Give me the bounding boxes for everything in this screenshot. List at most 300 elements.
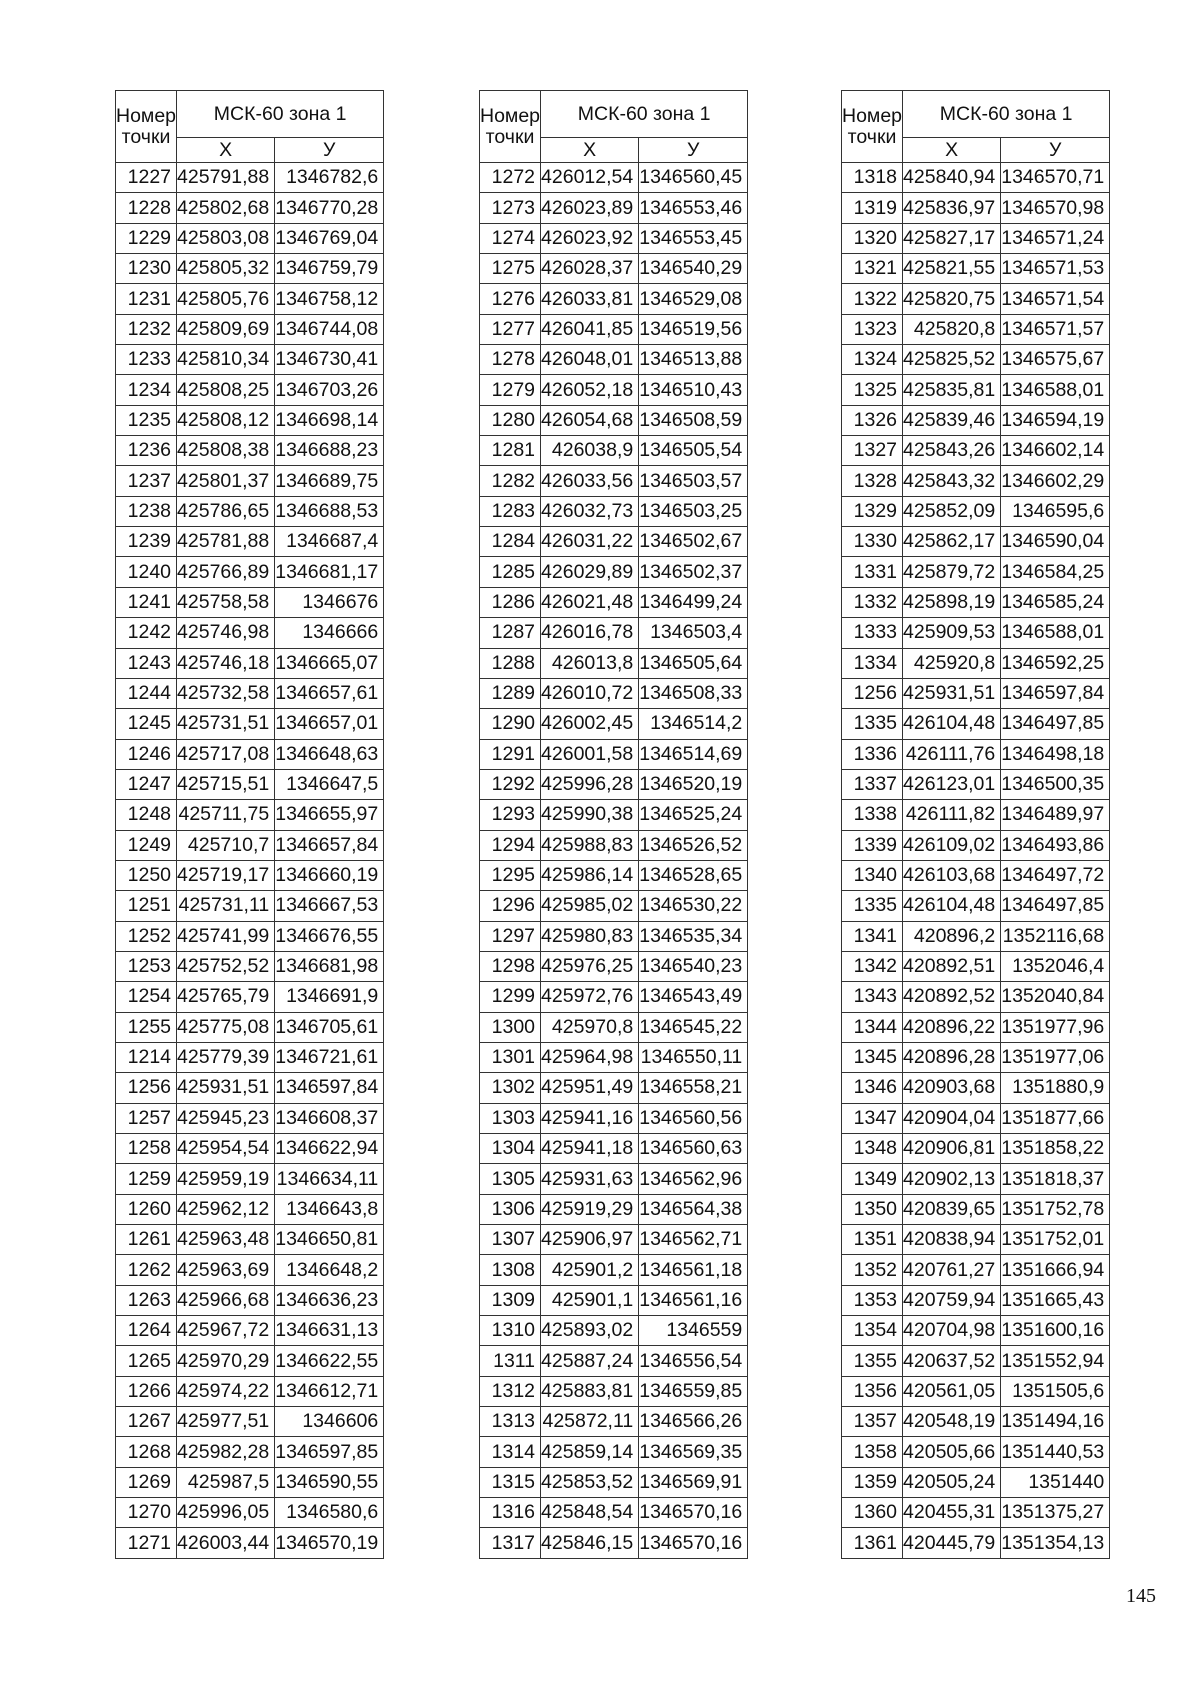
x-coordinate-cell: 425803,08 [177, 223, 275, 253]
table-row [842, 557, 1110, 587]
point-number-cell: 1360 [842, 1498, 903, 1528]
table-row [116, 678, 384, 708]
y-coordinate-cell: 1346606 [275, 1407, 384, 1437]
y-coordinate-cell: 1346519,56 [639, 314, 748, 344]
x-coordinate-cell: 425732,58 [177, 678, 275, 708]
point-number-cell: 1272 [480, 163, 541, 193]
y-coordinate-cell: 1346550,11 [639, 1042, 748, 1072]
point-number-cell: 1322 [842, 284, 903, 314]
point-number-cell: 1328 [842, 466, 903, 496]
table-row [480, 254, 748, 284]
x-coordinate-cell: 425843,32 [903, 466, 1001, 496]
point-number-cell: 1337 [842, 769, 903, 799]
table-row [480, 769, 748, 799]
table-row [842, 1134, 1110, 1164]
x-coordinate-cell: 420838,94 [903, 1225, 1001, 1255]
y-coordinate-cell: 1346612,71 [275, 1376, 384, 1406]
point-number-cell: 1297 [480, 921, 541, 951]
point-number-cell: 1314 [480, 1437, 541, 1467]
x-coordinate-cell: 425805,32 [177, 254, 275, 284]
point-number-cell: 1340 [842, 860, 903, 890]
point-number-cell: 1356 [842, 1376, 903, 1406]
table-row [480, 557, 748, 587]
point-number-cell: 1261 [116, 1225, 177, 1255]
y-coordinate-cell: 1352046,4 [1001, 951, 1110, 981]
y-coordinate-cell: 1346759,79 [275, 254, 384, 284]
table-row [116, 314, 384, 344]
x-coordinate-cell: 420892,52 [903, 982, 1001, 1012]
point-number-cell: 1251 [116, 891, 177, 921]
x-coordinate-cell: 425906,97 [541, 1225, 639, 1255]
point-number-cell: 1273 [480, 193, 541, 223]
x-coordinate-cell: 425848,54 [541, 1498, 639, 1528]
table-row [842, 496, 1110, 526]
x-coordinate-cell: 425941,16 [541, 1103, 639, 1133]
point-number-cell: 1260 [116, 1194, 177, 1224]
point-number-cell: 1352 [842, 1255, 903, 1285]
point-number-cell: 1277 [480, 314, 541, 344]
x-coordinate-cell: 426003,44 [177, 1528, 275, 1558]
table-row [480, 1103, 748, 1133]
x-coordinate-cell: 425898,19 [903, 587, 1001, 617]
point-number-cell: 1232 [116, 314, 177, 344]
table-row [842, 375, 1110, 405]
table-row [480, 860, 748, 890]
x-coordinate-cell: 425893,02 [541, 1316, 639, 1346]
point-number-cell: 1319 [842, 193, 903, 223]
x-coordinate-cell: 425883,81 [541, 1376, 639, 1406]
point-number-cell: 1281 [480, 436, 541, 466]
table-row [116, 284, 384, 314]
table-row [116, 1346, 384, 1376]
y-coordinate-cell: 1346643,8 [275, 1194, 384, 1224]
x-coordinate-cell: 425901,2 [541, 1255, 639, 1285]
coordinate-system-header: МСК-60 зона 1 [903, 91, 1110, 138]
point-number-cell: 1336 [842, 739, 903, 769]
x-coordinate-cell: 425827,17 [903, 223, 1001, 253]
y-coordinate-cell: 1346622,55 [275, 1346, 384, 1376]
table-row [842, 527, 1110, 557]
table-row [842, 1467, 1110, 1497]
table-row [842, 1103, 1110, 1133]
y-coordinate-cell: 1346594,19 [1001, 405, 1110, 435]
table-row [842, 314, 1110, 344]
table-row [116, 618, 384, 648]
point-number-cell: 1249 [116, 830, 177, 860]
point-number-cell: 1331 [842, 557, 903, 587]
y-coordinate-cell: 1346730,41 [275, 345, 384, 375]
point-number-header: Номер точки [842, 91, 903, 163]
table-row [480, 193, 748, 223]
table-row [842, 587, 1110, 617]
table-row [116, 436, 384, 466]
point-number-cell: 1275 [480, 254, 541, 284]
y-coordinate-cell: 1351375,27 [1001, 1498, 1110, 1528]
x-coordinate-cell: 425963,69 [177, 1255, 275, 1285]
point-number-cell: 1239 [116, 527, 177, 557]
table-row [116, 254, 384, 284]
y-coordinate-cell: 1346502,67 [639, 527, 748, 557]
y-coordinate-cell: 1346502,37 [639, 557, 748, 587]
table-row [480, 496, 748, 526]
table-row [116, 193, 384, 223]
y-coordinate-cell: 1346691,9 [275, 982, 384, 1012]
y-coordinate-cell: 1351752,78 [1001, 1194, 1110, 1224]
point-number-cell: 1306 [480, 1194, 541, 1224]
point-number-cell: 1321 [842, 254, 903, 284]
table-row [480, 1285, 748, 1315]
point-number-cell: 1286 [480, 587, 541, 617]
y-coordinate-cell: 1346571,57 [1001, 314, 1110, 344]
y-coordinate-cell: 1346545,22 [639, 1012, 748, 1042]
point-number-cell: 1325 [842, 375, 903, 405]
y-coordinate-cell: 1346758,12 [275, 284, 384, 314]
y-coordinate-cell: 1346782,6 [275, 163, 384, 193]
table-row [842, 1194, 1110, 1224]
point-number-cell: 1265 [116, 1346, 177, 1376]
x-coordinate-cell: 420896,28 [903, 1042, 1001, 1072]
y-coordinate-cell: 1351752,01 [1001, 1225, 1110, 1255]
x-coordinate-cell: 425976,25 [541, 951, 639, 981]
table-row [842, 1073, 1110, 1103]
y-coordinate-cell: 1351600,16 [1001, 1316, 1110, 1346]
table-row [480, 223, 748, 253]
y-coordinate-cell: 1346570,16 [639, 1528, 748, 1558]
table-row [480, 1346, 748, 1376]
point-number-cell: 1253 [116, 951, 177, 981]
y-coordinate-cell: 1346558,21 [639, 1073, 748, 1103]
y-coordinate-cell: 1351354,13 [1001, 1528, 1110, 1558]
y-coordinate-cell: 1346526,52 [639, 830, 748, 860]
y-coordinate-cell: 1346588,01 [1001, 375, 1110, 405]
table-row [116, 1285, 384, 1315]
point-number-cell: 1252 [116, 921, 177, 951]
x-coordinate-cell: 425862,17 [903, 527, 1001, 557]
x-coordinate-cell: 425786,65 [177, 496, 275, 526]
table-row [116, 951, 384, 981]
table-row [842, 860, 1110, 890]
x-coordinate-cell: 426032,73 [541, 496, 639, 526]
y-coordinate-cell: 1346597,84 [1001, 678, 1110, 708]
point-number-cell: 1258 [116, 1134, 177, 1164]
x-coordinate-cell: 426023,92 [541, 223, 639, 253]
table-row [116, 648, 384, 678]
x-coordinate-cell: 426111,76 [903, 739, 1001, 769]
table-row [842, 1012, 1110, 1042]
x-coordinate-cell: 425954,54 [177, 1134, 275, 1164]
x-coordinate-cell: 425805,76 [177, 284, 275, 314]
y-coordinate-cell: 1346665,07 [275, 648, 384, 678]
point-number-cell: 1324 [842, 345, 903, 375]
y-coordinate-cell: 1346721,61 [275, 1042, 384, 1072]
table-row [480, 1134, 748, 1164]
point-number-cell: 1231 [116, 284, 177, 314]
x-coordinate-cell: 420761,27 [903, 1255, 1001, 1285]
table-row [842, 405, 1110, 435]
y-coordinate-cell: 1346602,29 [1001, 466, 1110, 496]
table-row [480, 1376, 748, 1406]
y-coordinate-cell: 1346530,22 [639, 891, 748, 921]
table-row [842, 1285, 1110, 1315]
x-coordinate-cell: 420455,31 [903, 1498, 1001, 1528]
x-column-header: Х [541, 138, 639, 163]
y-coordinate-cell: 1346553,45 [639, 223, 748, 253]
x-coordinate-cell: 425715,51 [177, 769, 275, 799]
point-number-cell: 1214 [116, 1042, 177, 1072]
x-coordinate-cell: 425821,55 [903, 254, 1001, 284]
point-number-cell: 1323 [842, 314, 903, 344]
x-coordinate-cell: 425879,72 [903, 557, 1001, 587]
y-coordinate-cell: 1346681,98 [275, 951, 384, 981]
point-number-cell: 1342 [842, 951, 903, 981]
point-number-cell: 1257 [116, 1103, 177, 1133]
point-number-cell: 1355 [842, 1346, 903, 1376]
table-row [116, 800, 384, 830]
x-coordinate-cell: 420896,22 [903, 1012, 1001, 1042]
point-number-cell: 1240 [116, 557, 177, 587]
point-number-cell: 1235 [116, 405, 177, 435]
x-coordinate-cell: 425731,51 [177, 709, 275, 739]
x-coordinate-cell: 420704,98 [903, 1316, 1001, 1346]
x-coordinate-cell: 425982,28 [177, 1437, 275, 1467]
table-row [116, 1225, 384, 1255]
point-number-cell: 1335 [842, 709, 903, 739]
y-coordinate-cell: 1346597,85 [275, 1437, 384, 1467]
y-coordinate-cell: 1346559 [639, 1316, 748, 1346]
point-number-cell: 1332 [842, 587, 903, 617]
point-number-cell: 1302 [480, 1073, 541, 1103]
point-number-cell: 1329 [842, 496, 903, 526]
table-row [116, 1012, 384, 1042]
x-coordinate-cell: 426041,85 [541, 314, 639, 344]
y-coordinate-cell: 1346499,24 [639, 587, 748, 617]
y-coordinate-cell: 1351440,53 [1001, 1437, 1110, 1467]
point-number-cell: 1245 [116, 709, 177, 739]
table-row [480, 375, 748, 405]
x-coordinate-cell: 425959,19 [177, 1164, 275, 1194]
y-coordinate-cell: 1346564,38 [639, 1194, 748, 1224]
point-number-cell: 1247 [116, 769, 177, 799]
point-number-cell: 1237 [116, 466, 177, 496]
x-coordinate-cell: 425765,79 [177, 982, 275, 1012]
x-coordinate-cell: 425919,29 [541, 1194, 639, 1224]
point-number-cell: 1255 [116, 1012, 177, 1042]
point-number-cell: 1307 [480, 1225, 541, 1255]
x-coordinate-cell: 425810,34 [177, 345, 275, 375]
table-row [480, 163, 748, 193]
x-coordinate-cell: 425808,12 [177, 405, 275, 435]
x-coordinate-cell: 426104,48 [903, 709, 1001, 739]
point-number-cell: 1351 [842, 1225, 903, 1255]
x-coordinate-cell: 425741,99 [177, 921, 275, 951]
table-row [480, 891, 748, 921]
point-number-cell: 1270 [116, 1498, 177, 1528]
x-coordinate-cell: 420906,81 [903, 1134, 1001, 1164]
x-coordinate-cell: 426016,78 [541, 618, 639, 648]
y-coordinate-cell: 1346744,08 [275, 314, 384, 344]
x-coordinate-cell: 425840,94 [903, 163, 1001, 193]
x-coordinate-cell: 425967,72 [177, 1316, 275, 1346]
table-row [842, 800, 1110, 830]
point-number-cell: 1250 [116, 860, 177, 890]
point-number-cell: 1320 [842, 223, 903, 253]
x-coordinate-cell: 420904,04 [903, 1103, 1001, 1133]
y-coordinate-cell: 1346569,91 [639, 1467, 748, 1497]
y-coordinate-cell: 1352040,84 [1001, 982, 1110, 1012]
y-coordinate-cell: 1346498,18 [1001, 739, 1110, 769]
y-coordinate-cell: 1351880,9 [1001, 1073, 1110, 1103]
coordinate-system-header: МСК-60 зона 1 [177, 91, 384, 138]
point-number-cell: 1282 [480, 466, 541, 496]
point-number-cell: 1248 [116, 800, 177, 830]
x-coordinate-cell: 425719,17 [177, 860, 275, 890]
y-coordinate-cell: 1346590,04 [1001, 527, 1110, 557]
point-number-cell: 1289 [480, 678, 541, 708]
table-row [480, 830, 748, 860]
y-coordinate-cell: 1346497,85 [1001, 891, 1110, 921]
coordinate-table-2 [479, 90, 748, 1559]
x-coordinate-cell: 426048,01 [541, 345, 639, 375]
point-number-cell: 1259 [116, 1164, 177, 1194]
y-coordinate-cell: 1346636,23 [275, 1285, 384, 1315]
x-coordinate-cell: 425977,51 [177, 1407, 275, 1437]
table-row [842, 1528, 1110, 1558]
table-row [116, 982, 384, 1012]
y-coordinate-cell: 1351858,22 [1001, 1134, 1110, 1164]
table-row [116, 1316, 384, 1346]
y-coordinate-cell: 1346571,53 [1001, 254, 1110, 284]
coordinate-system-header: МСК-60 зона 1 [541, 91, 748, 138]
x-coordinate-cell: 426023,89 [541, 193, 639, 223]
y-coordinate-cell: 1351552,94 [1001, 1346, 1110, 1376]
point-number-cell: 1256 [842, 678, 903, 708]
point-number-cell: 1256 [116, 1073, 177, 1103]
table-row [116, 163, 384, 193]
table-row [842, 1498, 1110, 1528]
point-number-cell: 1299 [480, 982, 541, 1012]
point-number-cell: 1290 [480, 709, 541, 739]
table-row [842, 739, 1110, 769]
point-number-cell: 1291 [480, 739, 541, 769]
x-coordinate-cell: 425931,63 [541, 1164, 639, 1194]
point-number-cell: 1338 [842, 800, 903, 830]
point-number-cell: 1333 [842, 618, 903, 648]
x-coordinate-cell: 420637,52 [903, 1346, 1001, 1376]
table-row [480, 1407, 748, 1437]
point-number-cell: 1309 [480, 1285, 541, 1315]
point-number-cell: 1279 [480, 375, 541, 405]
y-coordinate-cell: 1346559,85 [639, 1376, 748, 1406]
y-coordinate-cell: 1346622,94 [275, 1134, 384, 1164]
x-coordinate-cell: 426104,48 [903, 891, 1001, 921]
x-coordinate-cell: 425775,08 [177, 1012, 275, 1042]
point-number-cell: 1242 [116, 618, 177, 648]
point-number-cell: 1283 [480, 496, 541, 526]
x-coordinate-cell: 425945,23 [177, 1103, 275, 1133]
x-coordinate-cell: 420505,66 [903, 1437, 1001, 1467]
point-number-cell: 1327 [842, 436, 903, 466]
table-row [116, 1042, 384, 1072]
y-coordinate-cell: 1346666 [275, 618, 384, 648]
point-number-cell: 1271 [116, 1528, 177, 1558]
point-number-cell: 1349 [842, 1164, 903, 1194]
x-coordinate-cell: 425966,68 [177, 1285, 275, 1315]
x-coordinate-cell: 426012,54 [541, 163, 639, 193]
point-number-header: Номер точки [480, 91, 541, 163]
y-coordinate-cell: 1346493,86 [1001, 830, 1110, 860]
y-coordinate-cell: 1346667,53 [275, 891, 384, 921]
table-row [842, 1407, 1110, 1437]
x-coordinate-cell: 425808,38 [177, 436, 275, 466]
table-row [116, 223, 384, 253]
y-column-header: У [1001, 138, 1110, 163]
x-coordinate-cell: 425802,68 [177, 193, 275, 223]
x-coordinate-cell: 425985,02 [541, 891, 639, 921]
point-number-cell: 1312 [480, 1376, 541, 1406]
x-coordinate-cell: 425996,28 [541, 769, 639, 799]
x-coordinate-cell: 425980,83 [541, 921, 639, 951]
table-row [480, 1012, 748, 1042]
point-number-cell: 1278 [480, 345, 541, 375]
point-number-cell: 1357 [842, 1407, 903, 1437]
point-number-cell: 1346 [842, 1073, 903, 1103]
y-coordinate-cell: 1346520,19 [639, 769, 748, 799]
table-row [480, 982, 748, 1012]
point-number-cell: 1308 [480, 1255, 541, 1285]
table-row [842, 1376, 1110, 1406]
y-coordinate-cell: 1346580,6 [275, 1498, 384, 1528]
point-number-cell: 1234 [116, 375, 177, 405]
x-coordinate-cell: 425835,81 [903, 375, 1001, 405]
x-coordinate-cell: 425839,46 [903, 405, 1001, 435]
table-row [116, 466, 384, 496]
x-coordinate-cell: 420759,94 [903, 1285, 1001, 1315]
table-row [116, 345, 384, 375]
x-coordinate-cell: 425887,24 [541, 1346, 639, 1376]
y-coordinate-cell: 1346602,14 [1001, 436, 1110, 466]
x-coordinate-cell: 426109,02 [903, 830, 1001, 860]
point-number-cell: 1304 [480, 1134, 541, 1164]
x-coordinate-cell: 425752,52 [177, 951, 275, 981]
x-coordinate-cell: 426123,01 [903, 769, 1001, 799]
y-coordinate-cell: 1346570,98 [1001, 193, 1110, 223]
x-column-header: Х [177, 138, 275, 163]
table-row [842, 709, 1110, 739]
point-number-cell: 1243 [116, 648, 177, 678]
y-coordinate-cell: 1351494,16 [1001, 1407, 1110, 1437]
y-coordinate-cell: 1346698,14 [275, 405, 384, 435]
y-coordinate-cell: 1346657,61 [275, 678, 384, 708]
x-coordinate-cell: 420445,79 [903, 1528, 1001, 1558]
table-row [480, 648, 748, 678]
x-coordinate-cell: 426013,8 [541, 648, 639, 678]
table-row [116, 557, 384, 587]
x-coordinate-cell: 420505,24 [903, 1467, 1001, 1497]
point-number-cell: 1305 [480, 1164, 541, 1194]
table-row [842, 678, 1110, 708]
page-number: 145 [1126, 1585, 1156, 1607]
table-row [480, 405, 748, 435]
point-number-cell: 1274 [480, 223, 541, 253]
point-number-cell: 1313 [480, 1407, 541, 1437]
table-row [116, 769, 384, 799]
x-coordinate-cell: 425972,76 [541, 982, 639, 1012]
x-coordinate-cell: 420903,68 [903, 1073, 1001, 1103]
point-number-cell: 1284 [480, 527, 541, 557]
point-number-cell: 1303 [480, 1103, 541, 1133]
table-row [116, 1194, 384, 1224]
table-row [480, 921, 748, 951]
